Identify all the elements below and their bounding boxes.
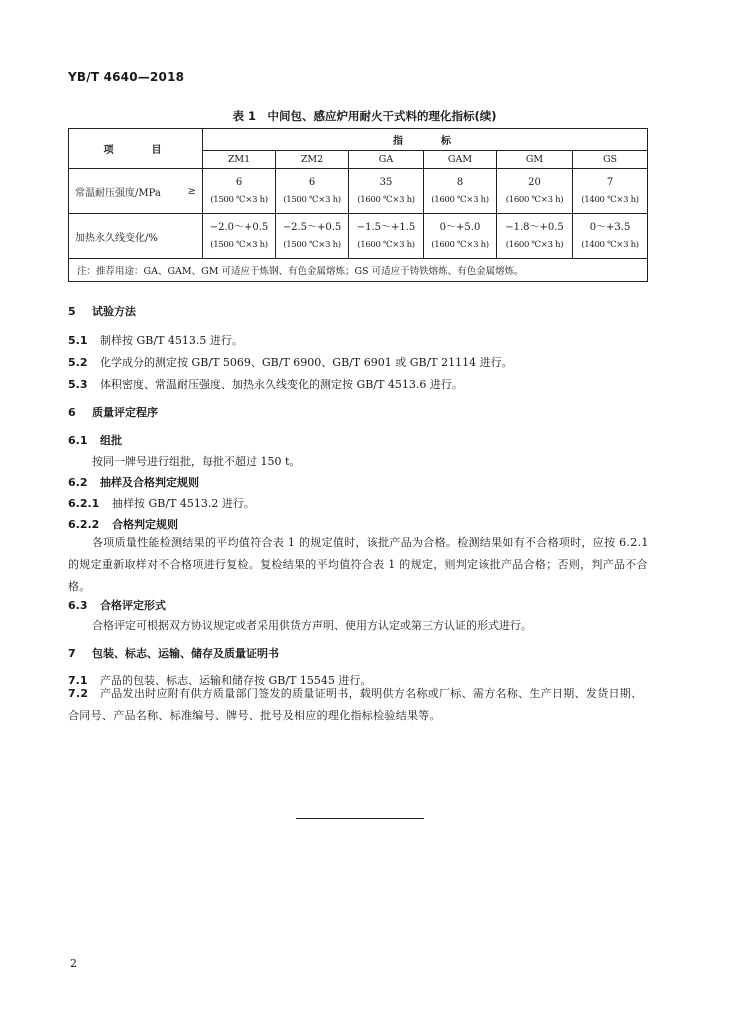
clause-6-1-heading: 6.1 组批 bbox=[68, 434, 122, 447]
value-cell: 8 (1600 ℃×3 h) bbox=[424, 169, 497, 214]
property-cell bbox=[69, 214, 203, 259]
clause-6-2-2-heading: 6.2.2 合格判定规则 bbox=[68, 518, 178, 531]
value-cell: 6 (1500 ℃×3 h) bbox=[276, 169, 349, 214]
relation-symbol: ≥ bbox=[187, 185, 196, 197]
index-header: 指 标 bbox=[203, 129, 648, 151]
value-cell: 7 (1400 ℃×3 h) bbox=[573, 169, 648, 214]
property-label: 加热永久线变化/% bbox=[75, 232, 158, 244]
clause-5-2: 5.2 化学成分的测定按 GB/T 5069、GB/T 6900、GB/T 6901 或 GB/T 21114 进行。 bbox=[68, 356, 513, 369]
value-cell: 35 (1600 ℃×3 h) bbox=[349, 169, 424, 214]
property-label: 常温耐压强度/MPa bbox=[75, 187, 161, 199]
end-rule bbox=[296, 818, 424, 819]
section-heading-5: 5 试验方法 bbox=[68, 305, 136, 318]
grade-header: GA bbox=[349, 151, 424, 169]
table-row bbox=[69, 214, 648, 259]
clause-5-3: 5.3 体积密度、常温耐压强度、加热永久线变化的测定按 GB/T 4513.6 进行。 bbox=[68, 378, 463, 391]
table-title: 表 1 中间包、感应炉用耐火干式料的理化指标(续) bbox=[232, 109, 497, 123]
page-number: 2 bbox=[70, 957, 77, 970]
clause-5-1: 5.1 制样按 GB/T 4513.5 进行。 bbox=[68, 334, 243, 347]
grade-header: GS bbox=[573, 151, 648, 169]
value-cell: 0～+5.0 (1600 ℃×3 h) bbox=[424, 214, 497, 259]
clause-7-2: 7.2 产品发出时应附有供方质量部门签发的质量证明书，载明供方名称或厂标、需方名称、生产日期、发货日期、合同号、产品名称、标准编号、牌号、批号及相应的理化指标检验结果等。 bbox=[68, 687, 643, 722]
property-cell bbox=[69, 169, 203, 214]
clause-6-2-heading: 6.2 抽样及合格判定规则 bbox=[68, 476, 199, 489]
value-cell: 20 (1600 ℃×3 h) bbox=[497, 169, 573, 214]
grade-header: GAM bbox=[424, 151, 497, 169]
value-cell: 6 (1500 ℃×3 h) bbox=[203, 169, 276, 214]
clause-6-3-heading: 6.3 合格评定形式 bbox=[68, 599, 166, 612]
clause-6-2-2-text: 各项质量性能检测结果的平均值符合表 1 的规定值时，该批产品为合格。检测结果如有不合格项时，应按 6.2.1 的规定重新取样对不合格项进行复检。复检结果的平均值符合表 1 的规定，则判定该批产品合格；否则，判产品不合格。 bbox=[68, 536, 649, 593]
clause-7-1: 7.1 产品的包装、标志、运输和储存按 GB/T 15545 进行。 bbox=[68, 674, 372, 687]
document-code: YB/T 4640—2018 bbox=[68, 70, 185, 84]
clause-6-1-text: 按同一牌号进行组批，每批不超过 150 t。 bbox=[92, 455, 301, 468]
table-row bbox=[69, 169, 648, 214]
item-header: 项 目 bbox=[69, 129, 203, 169]
table-note-row bbox=[69, 259, 648, 282]
grade-header: ZM2 bbox=[276, 151, 349, 169]
value-cell: −2.0～+0.5 (1500 ℃×3 h) bbox=[203, 214, 276, 259]
table-note: 注：推荐用途：GA、GAM、GM 可适应于炼钢、有色金属熔炼；GS 可适应于铸铁熔炼、有色金属熔炼。 bbox=[69, 259, 648, 282]
value-cell: 0～+3.5 (1400 ℃×3 h) bbox=[573, 214, 648, 259]
value-cell: −1.8～+0.5 (1600 ℃×3 h) bbox=[497, 214, 573, 259]
section-heading-7: 7 包装、标志、运输、储存及质量证明书 bbox=[68, 647, 279, 660]
value-cell: −1.5～+1.5 (1600 ℃×3 h) bbox=[349, 214, 424, 259]
grade-header: GM bbox=[497, 151, 573, 169]
section-heading-6: 6 质量评定程序 bbox=[68, 406, 158, 419]
clause-6-3-text: 合格评定可根据双方协议规定或者采用供货方声明、使用方认定或第三方认证的形式进行。 bbox=[92, 619, 532, 632]
clause-6-2-1: 6.2.1 抽样按 GB/T 4513.2 进行。 bbox=[68, 497, 255, 510]
grade-header: ZM1 bbox=[203, 151, 276, 169]
value-cell: −2.5～+0.5 (1500 ℃×3 h) bbox=[276, 214, 349, 259]
table-header-row bbox=[69, 129, 648, 151]
spec-table bbox=[68, 128, 648, 282]
